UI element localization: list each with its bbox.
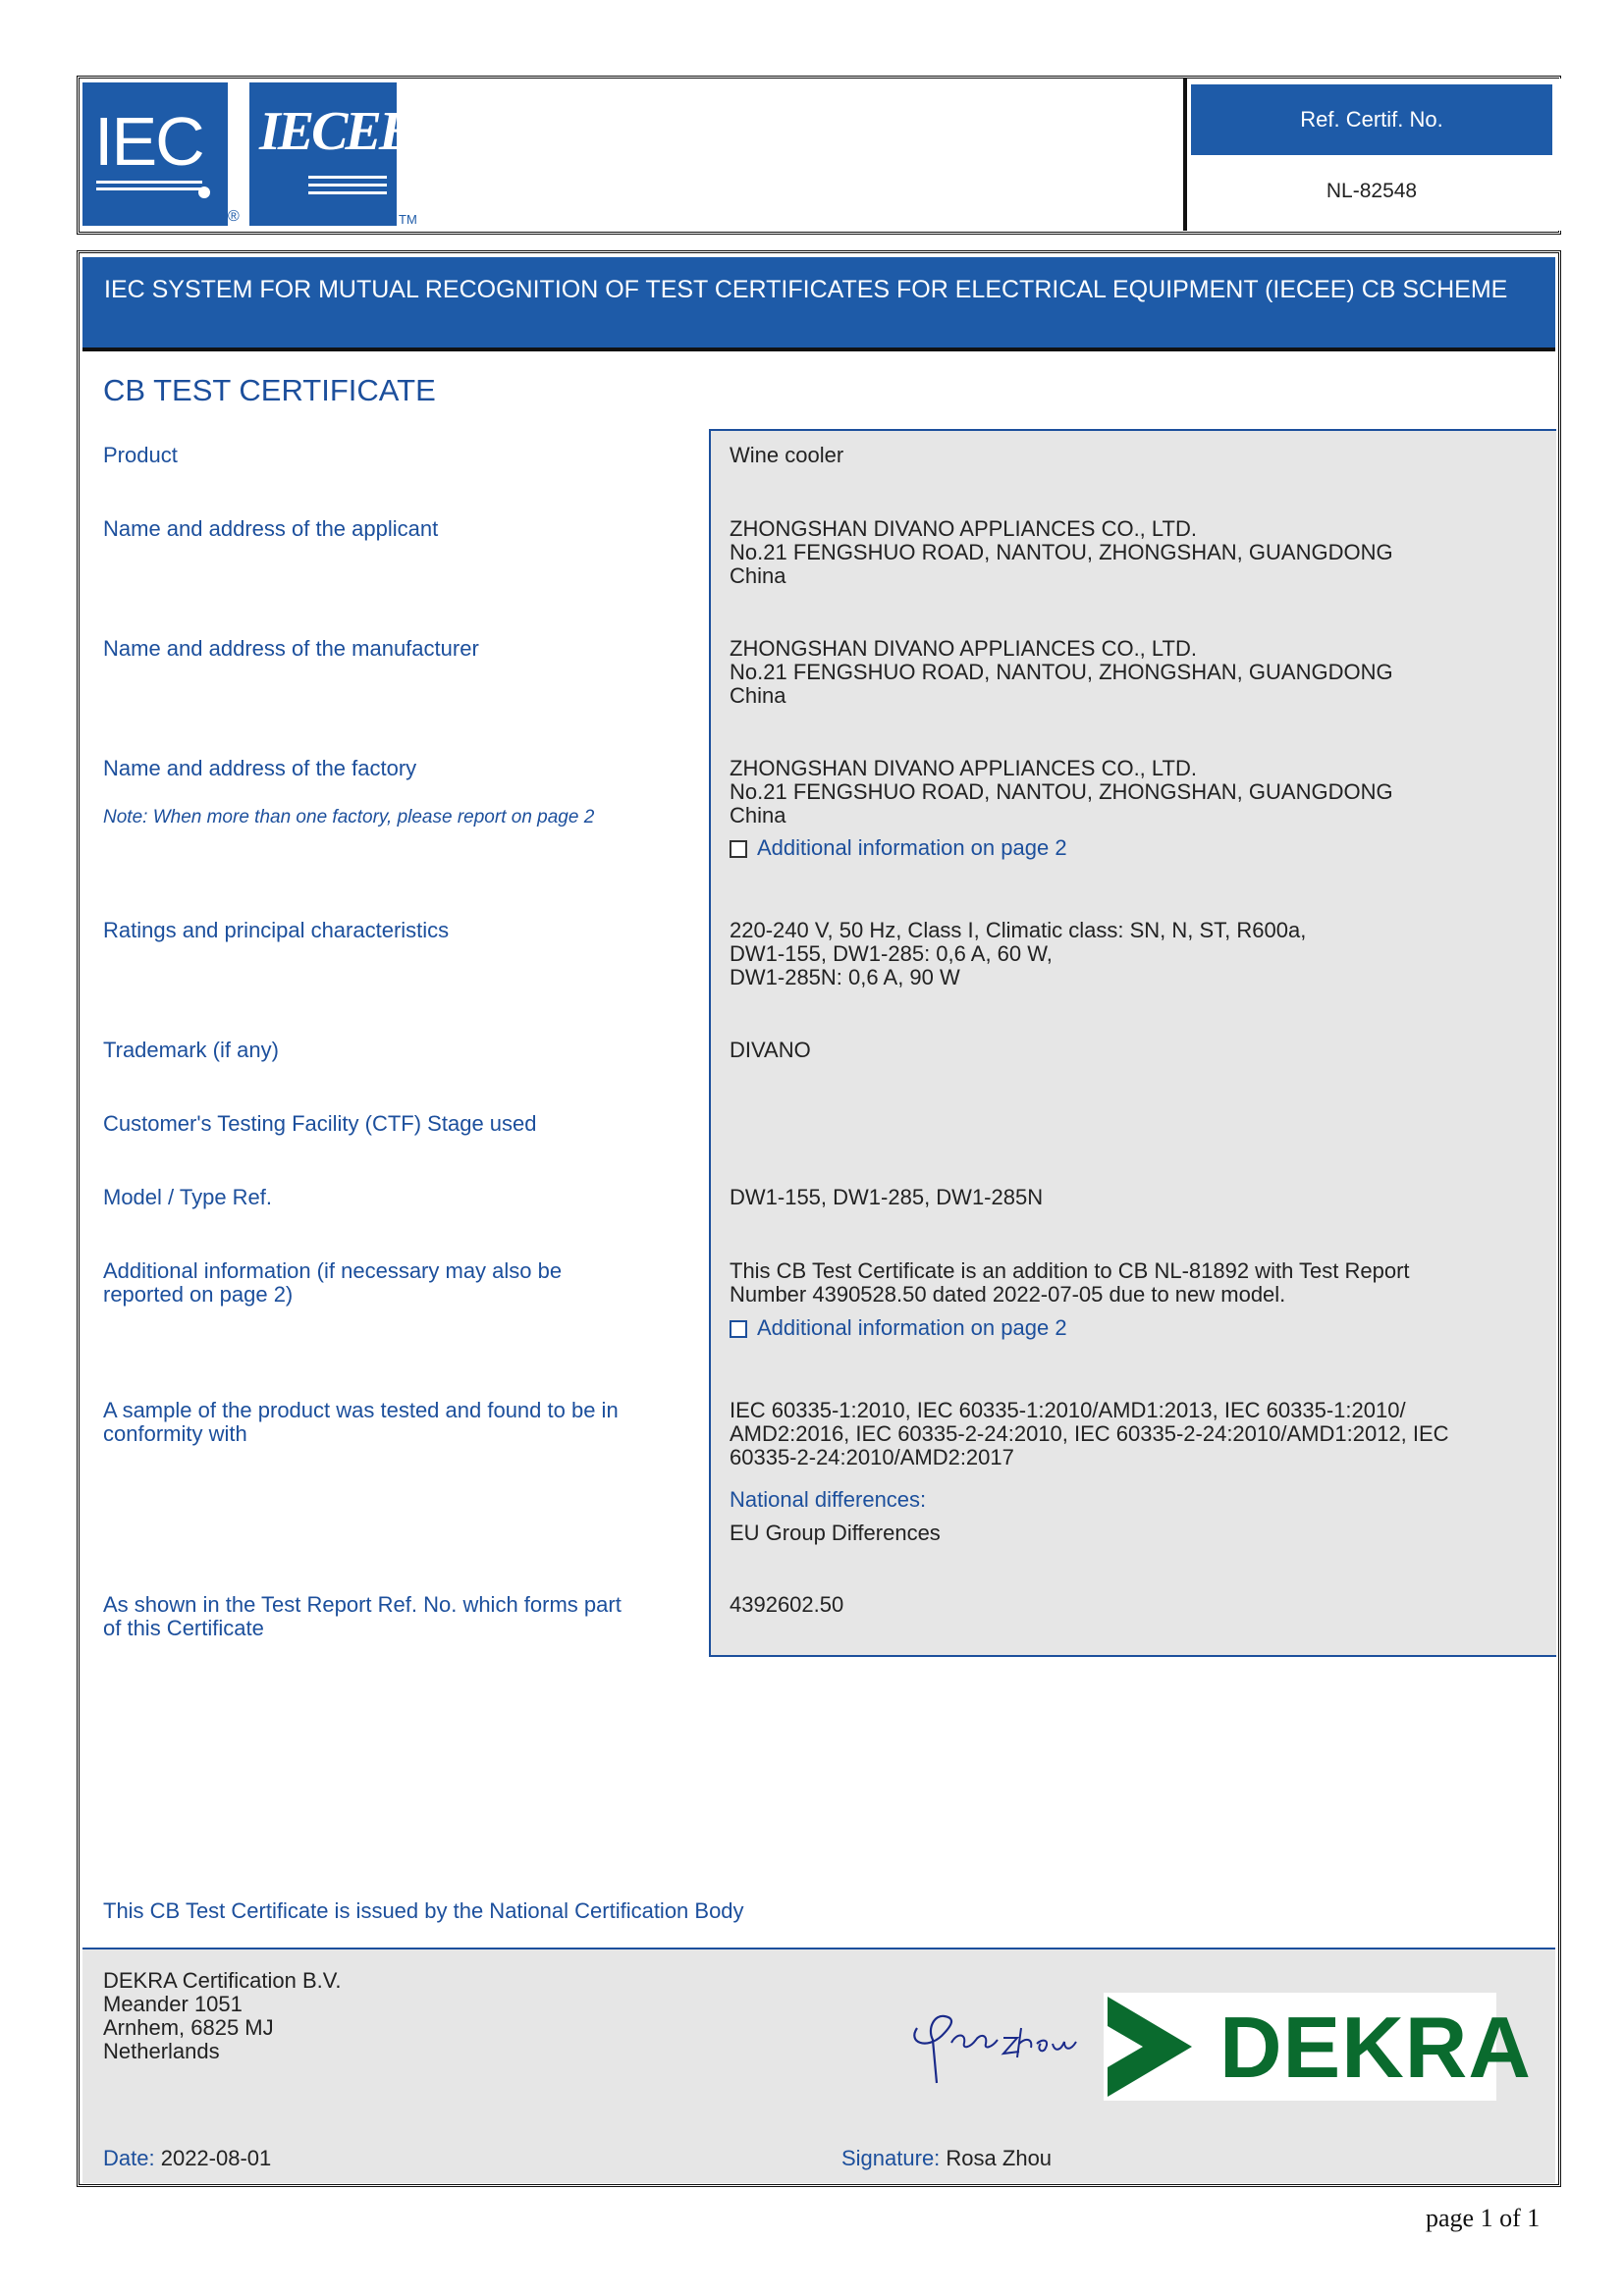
model-label: Model / Type Ref. <box>103 1185 273 1209</box>
issuer-panel <box>82 1948 1555 2183</box>
additional-info-checkbox[interactable] <box>730 1315 1067 1341</box>
additional-info-label: Additional information (if necessary may also be reported on page 2) <box>103 1258 563 1307</box>
dekra-logo-text: DEKRA <box>1219 1999 1532 2096</box>
model-value: DW1-155, DW1-285, DW1-285N <box>730 1185 1044 1209</box>
ref-certif-label: Ref. Certif. No. <box>1191 84 1552 155</box>
conformity-value: IEC 60335-1:2010, IEC 60335-1:2010/AMD1:2013, IEC 60335-1:2010/ AMD2:2016, IEC 60335-2-24:2010, IEC 60335-2-24:2010/AMD1:2012, IEC 60335-2-24:2010/AMD2:2017 <box>730 1398 1449 1469</box>
certificate-title: CB TEST CERTIFICATE <box>103 373 436 407</box>
applicant-label: Name and address of the applicant <box>103 516 439 541</box>
iec-logo <box>82 82 228 226</box>
factory-value: ZHONGSHAN DIVANO APPLIANCES CO., LTD. No.21 FENGSHUO ROAD, NANTOU, ZHONGSHAN, GUANGDONG China <box>730 756 1393 828</box>
additional-info-value: This CB Test Certificate is an addition to CB NL-81892 with Test Report Number 4390528.50 dated 2022-07-05 due to new model. <box>730 1258 1410 1307</box>
dekra-logo <box>1104 1993 1532 2101</box>
manufacturer-label: Name and address of the manufacturer <box>103 636 479 661</box>
product-label: Product <box>103 443 178 467</box>
page-number: page 1 of 1 <box>1426 2204 1541 2232</box>
iecee-logo-text: IECEE <box>259 101 413 162</box>
trademark-label: Trademark (if any) <box>103 1038 279 1062</box>
registered-mark: ® <box>228 208 240 225</box>
national-differences-value: EU Group Differences <box>730 1521 941 1545</box>
report-ref-label: As shown in the Test Report Ref. No. which forms part of this Certificate <box>103 1592 622 1640</box>
ref-certificate-box <box>1183 79 1562 231</box>
iec-logo-text: IEC <box>94 103 203 180</box>
ratings-value: 220-240 V, 50 Hz, Class I, Climatic class: SN, N, ST, R600a, DW1-155, DW1-285: 0,6 A, 60 W, DW1-285N: 0,6 A, 90 W <box>730 918 1307 989</box>
date-label: Date: <box>103 2146 155 2170</box>
checkbox-label: Additional information on page 2 <box>757 835 1067 860</box>
manufacturer-value: ZHONGSHAN DIVANO APPLIANCES CO., LTD. No.21 FENGSHUO ROAD, NANTOU, ZHONGSHAN, GUANGDONG China <box>730 636 1393 708</box>
dekra-arrow-icon <box>1106 1997 1194 2097</box>
issuer-address: DEKRA Certification B.V. Meander 1051 Arnhem, 6825 MJ Netherlands <box>103 1968 342 2063</box>
date-value: 2022-08-01 <box>160 2146 272 2170</box>
checkbox-icon[interactable] <box>730 1320 747 1338</box>
ratings-label: Ratings and principal characteristics <box>103 918 450 942</box>
signature-label: Signature: <box>841 2146 941 2170</box>
logo-area <box>82 82 1182 230</box>
conformity-label: A sample of the product was tested and found to be in conformity with <box>103 1398 619 1446</box>
signature-name: Rosa Zhou <box>946 2146 1053 2170</box>
report-ref-value: 4392602.50 <box>730 1592 844 1617</box>
ref-certif-value: NL-82548 <box>1326 180 1418 202</box>
issued-by-statement: This CB Test Certificate is issued by the National Certification Body <box>103 1898 744 1923</box>
date-line <box>103 2146 271 2171</box>
applicant-value: ZHONGSHAN DIVANO APPLIANCES CO., LTD. No.21 FENGSHUO ROAD, NANTOU, ZHONGSHAN, GUANGDONG China <box>730 516 1393 588</box>
product-value: Wine cooler <box>730 443 844 467</box>
trademark-value: DIVANO <box>730 1038 811 1062</box>
scheme-title: IEC SYSTEM FOR MUTUAL RECOGNITION OF TEST CERTIFICATES FOR ELECTRICAL EQUIPMENT (IECEE) CB SCHEME <box>104 276 1508 303</box>
checkbox-label: Additional information on page 2 <box>757 1315 1067 1340</box>
ctf-label: Customer's Testing Facility (CTF) Stage used <box>103 1111 537 1136</box>
factory-note: Note: When more than one factory, please report on page 2 <box>103 807 595 828</box>
national-differences-label: National differences: <box>730 1487 927 1512</box>
trademark-mark: TM <box>399 212 417 227</box>
factory-additional-info-checkbox[interactable] <box>730 835 1067 861</box>
checkbox-icon[interactable] <box>730 840 747 858</box>
factory-label: Name and address of the factory <box>103 756 417 780</box>
signature-line <box>841 2146 1052 2171</box>
scheme-banner <box>82 257 1555 351</box>
handwritten-signature <box>897 1989 1094 2087</box>
